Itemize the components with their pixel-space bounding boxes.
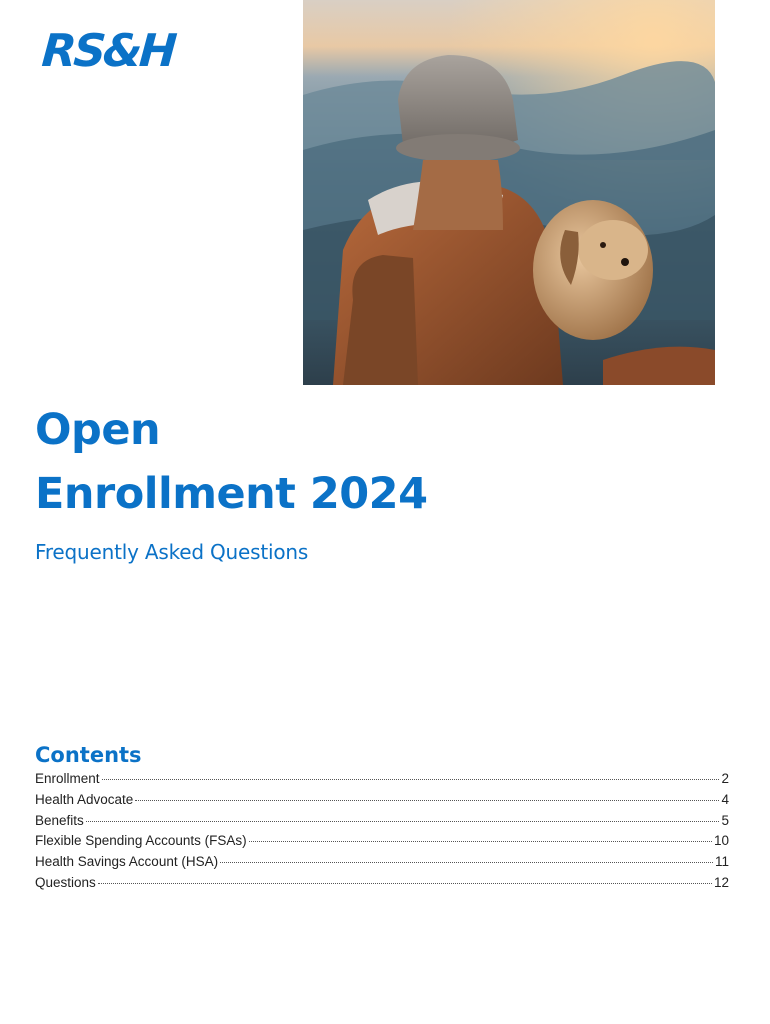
toc-leader [98,883,712,884]
toc-item-page: 4 [721,791,729,807]
toc-leader [102,779,720,780]
title-line-2: Enrollment 2024 [35,469,428,519]
table-of-contents [35,771,729,896]
toc-item-label: Flexible Spending Accounts (FSAs) [35,833,247,849]
toc-item-page: 5 [721,812,729,828]
toc-leader [249,841,712,842]
title-line-1: Open [35,405,161,455]
toc-item-enrollment[interactable] [35,771,729,792]
toc-leader [86,821,720,822]
toc-item-label: Questions [35,874,96,890]
toc-item-page: 2 [721,771,729,786]
page-subtitle: Frequently Asked Questions [35,540,309,564]
company-logo: RS&H [40,24,176,77]
toc-item-hsa[interactable] [35,854,729,875]
toc-item-label: Benefits [35,812,84,828]
page-title [35,398,428,526]
toc-item-fsa[interactable] [35,833,729,854]
contents-heading: Contents [35,743,142,767]
toc-item-label: Health Savings Account (HSA) [35,854,219,870]
toc-leader [220,862,713,863]
toc-item-health-advocate[interactable] [35,792,729,813]
toc-leader [135,800,719,801]
toc-item-label: Enrollment [35,771,100,786]
toc-item-label: Health Advocate [35,791,134,807]
toc-item-page: 10 [713,833,729,849]
toc-item-page: 12 [713,874,729,890]
cover-photo [303,0,715,385]
toc-item-page: 11 [714,854,729,870]
toc-item-benefits[interactable] [35,813,729,834]
toc-item-questions[interactable] [35,875,729,896]
